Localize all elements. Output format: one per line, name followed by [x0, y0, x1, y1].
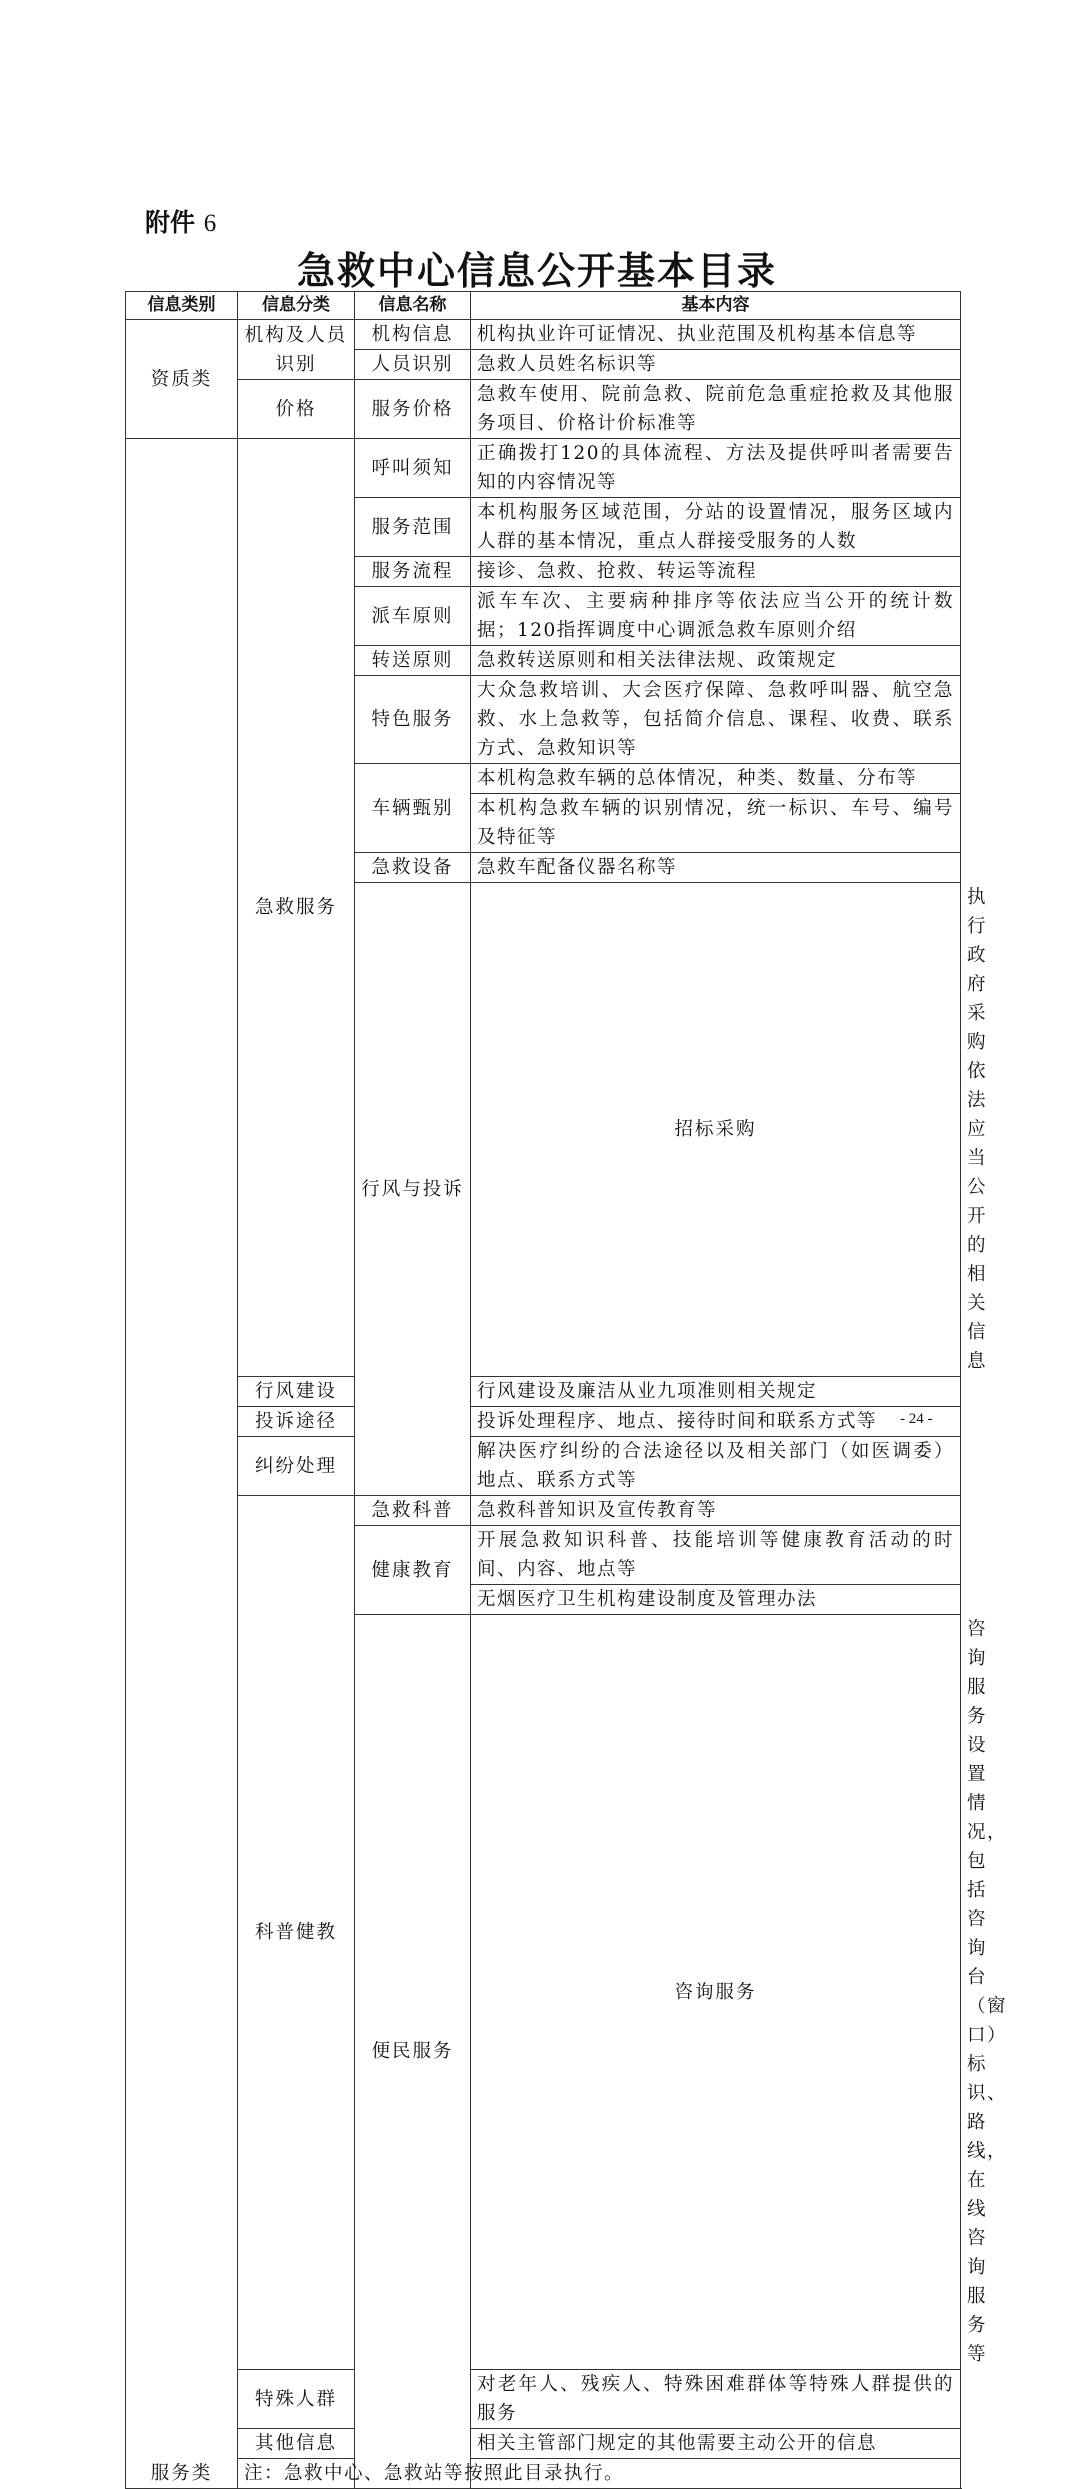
name-health-edu: 健康教育	[355, 1526, 471, 1615]
content-staff-id: 急救人员姓名标识等	[471, 350, 961, 380]
header-content: 基本内容	[471, 292, 961, 320]
table-row	[126, 2429, 961, 2459]
name-org-info: 机构信息	[355, 320, 471, 350]
table-header-row	[126, 292, 961, 320]
category-qualification: 资质类	[126, 320, 238, 439]
name-complaint-channel: 投诉途径	[238, 1407, 355, 1437]
content-org-info: 机构执业许可证情况、执业范围及机构基本信息等	[471, 320, 961, 350]
content-transfer-principle: 急救转送原则和相关法律法规、政策规定	[471, 646, 961, 676]
header-class: 信息分类	[238, 292, 355, 320]
class-emergency-service: 急救服务	[238, 439, 355, 1377]
content-special-groups: 对老年人、残疾人、特殊困难群体等特殊人群提供的服务	[471, 2370, 961, 2429]
table-row: 便民服务 咨询服务 咨询服务设置情况，包括咨询台（窗口）标识、路线，在线咨询服务等	[126, 1615, 961, 2370]
table-note-row	[126, 2459, 961, 2489]
content-other-info: 相关主管部门规定的其他需要主动公开的信息	[471, 2429, 961, 2459]
attachment-label-text: 附件	[145, 208, 196, 237]
table-row	[126, 1496, 961, 1526]
content-smoke-free: 无烟医疗卫生机构建设制度及管理办法	[471, 1585, 961, 1615]
name-staff-id: 人员识别	[355, 350, 471, 380]
catalog-table	[125, 291, 1008, 2489]
content-service-process: 接诊、急救、抢救、转运等流程	[471, 557, 961, 587]
class-conduct-complaint: 行风与投诉	[355, 883, 471, 1496]
name-other-info: 其他信息	[238, 2429, 355, 2459]
name-vehicle-id: 车辆甄别	[355, 764, 471, 853]
name-dispute: 纠纷处理	[238, 1437, 355, 1496]
name-tender: 招标采购	[471, 883, 961, 1377]
name-special-groups: 特殊人群	[238, 2370, 355, 2429]
header-category: 信息类别	[126, 292, 238, 320]
content-call-notice: 正确拨打120的具体流程、方法及提供呼叫者需要告知的内容情况等	[471, 439, 961, 498]
content-dispatch-principle: 派车车次、主要病种排序等依法应当公开的统计数据；120指挥调度中心调派急救车原则介绍	[471, 587, 961, 646]
content-complaint-channel: 投诉处理程序、地点、接待时间和联系方式等	[471, 1407, 961, 1437]
name-service-scope: 服务范围	[355, 498, 471, 557]
content-service-scope: 本机构服务区域范围，分站的设置情况，服务区域内人群的基本情况，重点人群接受服务的人数	[471, 498, 961, 557]
name-transfer-principle: 转送原则	[355, 646, 471, 676]
table-note: 注：急救中心、急救站等按照此目录执行。	[238, 2459, 961, 2489]
page-title: 急救中心信息公开基本目录	[296, 249, 777, 293]
name-special-service: 特色服务	[355, 676, 471, 764]
name-call-notice: 呼叫须知	[355, 439, 471, 498]
table-row	[126, 1407, 961, 1437]
table-row: 行风与投诉 招标采购 执行政府采购依法应当公开的相关信息	[126, 883, 961, 1377]
class-convenience: 便民服务	[355, 1615, 471, 2489]
attachment-label	[145, 203, 216, 239]
name-equipment: 急救设备	[355, 853, 471, 883]
class-science-health: 科普健教	[238, 1496, 355, 2370]
class-org-staff: 机构及人员识别	[238, 320, 355, 380]
table-row	[126, 1437, 961, 1496]
content-special-service: 大众急救培训、大会医疗保障、急救呼叫器、航空急救、水上急救等，包括简介信息、课程、收费、联系方式、急救知识等	[471, 676, 961, 764]
name-conduct: 行风建设	[238, 1377, 355, 1407]
name-first-aid-science: 急救科普	[355, 1496, 471, 1526]
content-conduct: 行风建设及廉洁从业九项准则相关规定	[471, 1377, 961, 1407]
content-vehicle-identification: 本机构急救车辆的识别情况，统一标识、车号、编号及特征等	[471, 794, 961, 853]
content-first-aid-science: 急救科普知识及宣传教育等	[471, 1496, 961, 1526]
table-row	[126, 1377, 961, 1407]
content-service-price: 急救车使用、院前急救、院前危急重症抢救及其他服务项目、价格计价标准等	[471, 380, 961, 439]
name-service-process: 服务流程	[355, 557, 471, 587]
table-row	[126, 439, 961, 498]
content-dispute: 解决医疗纠纷的合法途径以及相关部门（如医调委）地点、联系方式等	[471, 1437, 961, 1496]
class-price: 价格	[238, 380, 355, 439]
content-vehicle-overall: 本机构急救车辆的总体情况，种类、数量、分布等	[471, 764, 961, 794]
name-consult: 咨询服务	[471, 1615, 961, 2370]
table-row	[126, 380, 961, 439]
table-row	[126, 2370, 961, 2429]
category-service: 服务类	[126, 439, 238, 2489]
table-row	[126, 320, 961, 350]
attachment-number: 6	[203, 210, 217, 237]
name-service-price: 服务价格	[355, 380, 471, 439]
content-equipment: 急救车配备仪器名称等	[471, 853, 961, 883]
page-number: - 24 -	[900, 1411, 933, 1427]
header-name: 信息名称	[355, 292, 471, 320]
content-health-edu-activity: 开展急救知识科普、技能培训等健康教育活动的时间、内容、地点等	[471, 1526, 961, 1585]
name-dispatch-principle: 派车原则	[355, 587, 471, 646]
